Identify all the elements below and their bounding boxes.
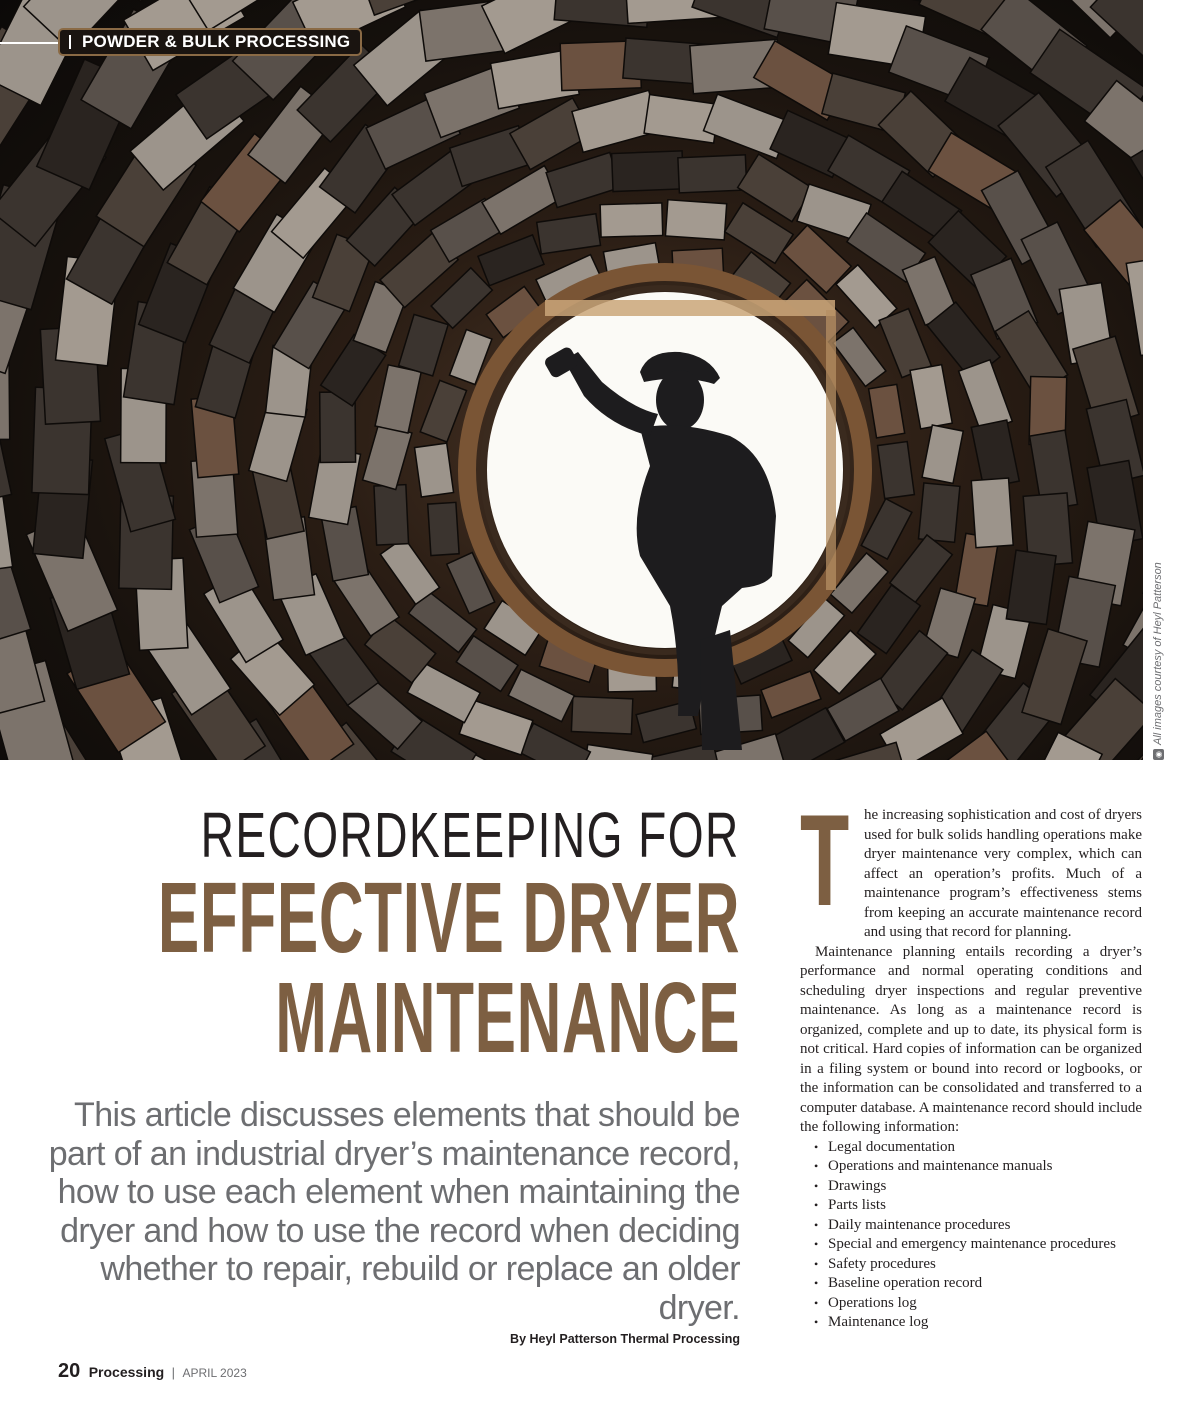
section-tag-rule xyxy=(0,42,58,44)
list-item: • Special and emergency maintenance procedures xyxy=(828,1235,1142,1255)
dryer-flight xyxy=(415,443,454,497)
dryer-flight xyxy=(431,268,492,329)
headline xyxy=(157,862,740,1074)
list-item: • Operations and maintenance manuals xyxy=(828,1157,1142,1177)
dryer-flight xyxy=(428,502,459,555)
list-item: • Drawings xyxy=(828,1177,1142,1197)
issue-date: APRIL 2023 xyxy=(182,1366,247,1380)
article-body xyxy=(800,787,1142,1333)
dryer-flight xyxy=(583,745,653,760)
body-paragraph-1: he increasing sophistication and cost of dryers used for bulk solids handling operations make dryer maintenance very complex, which can affect an operation’s profits. Much of a maintenance program’s effectiveness stems from keeping an accurate maintenance record and using that record for planning. xyxy=(864,807,1142,940)
dryer-flight xyxy=(878,442,915,499)
list-item: • Baseline operation record xyxy=(828,1274,1142,1294)
folio-separator: | xyxy=(171,1365,176,1380)
section-tag: POWDER & BULK PROCESSING xyxy=(58,28,362,56)
dryer-flight xyxy=(869,384,905,438)
dryer-flight xyxy=(918,483,959,542)
dryer-flight xyxy=(363,423,412,489)
list-item: • Legal documentation xyxy=(828,1138,1142,1158)
dryer-flight xyxy=(612,151,684,192)
camera-icon: ◉ xyxy=(1153,749,1164,760)
dryer-flight xyxy=(761,671,821,718)
dryer-flight xyxy=(971,478,1013,548)
dryer-flight xyxy=(861,499,912,559)
dryer-flight xyxy=(831,742,907,760)
page-folio xyxy=(58,1360,247,1383)
list-item: • Operations log xyxy=(828,1294,1142,1314)
dryer-flight xyxy=(399,314,449,376)
dryer-flight xyxy=(971,420,1019,488)
list-item: • Safety procedures xyxy=(828,1255,1142,1275)
headline-kicker: RECORDKEEPING FOR xyxy=(200,799,740,871)
dryer-flight xyxy=(571,696,632,734)
dryer-flight xyxy=(600,203,663,237)
body-paragraph-2: Maintenance planning entails recording a dryer’s performance and normal operating conditions and scheduling dryer inspections and regular preventive maintenance. As long as a maintenance record is organized, complete and up to date, its physical form is not critical. Hard copies of information can be organized in a filing system or bound into record or logbooks, or the information can be consolidated and transferred to a computer database. A maintenance record should include the following information: xyxy=(800,943,1142,1135)
list-item: • Maintenance log xyxy=(828,1313,1142,1333)
dryer-flight xyxy=(375,365,421,433)
dryer-flight xyxy=(420,380,466,442)
photo-credit-text: All images courtesy of Heyl Patterson xyxy=(1152,562,1164,745)
byline: By Heyl Patterson Thermal Processing xyxy=(510,1332,740,1346)
article-dek: This article discusses elements that should be part of an industrial dryer’s maintenance record, how to use each element when maintaining the dryer and how to use the record when deciding whether to repair, rebuild or replace an older dryer. xyxy=(48,1096,740,1327)
dryer-flight xyxy=(1126,256,1143,356)
dryer-flight xyxy=(546,152,621,207)
magazine-name: Processing xyxy=(88,1364,165,1380)
maintenance-record-list xyxy=(800,1138,1142,1333)
list-item: • Parts lists xyxy=(828,1196,1142,1216)
drop-cap: T xyxy=(800,787,850,933)
headline-line-1: EFFECTIVE DRYER xyxy=(157,862,740,974)
dryer-flight xyxy=(508,669,574,721)
page-number: 20 xyxy=(58,1360,81,1382)
dryer-flight xyxy=(478,235,544,286)
list-item: • Daily maintenance procedures xyxy=(828,1216,1142,1236)
dryer-flight xyxy=(665,200,726,240)
dryer-flight xyxy=(678,155,747,193)
dryer-flight xyxy=(910,365,952,429)
dryer-flight xyxy=(1006,550,1056,624)
dryer-flight xyxy=(1022,629,1087,725)
window-frame-side xyxy=(826,310,836,590)
dryer-flight xyxy=(374,485,409,545)
photo-credit xyxy=(1148,560,1168,760)
headline-line-2: MAINTENANCE xyxy=(275,962,740,1074)
dryer-flight xyxy=(537,214,601,254)
window-frame xyxy=(545,300,835,316)
dryer-flight xyxy=(922,425,963,483)
